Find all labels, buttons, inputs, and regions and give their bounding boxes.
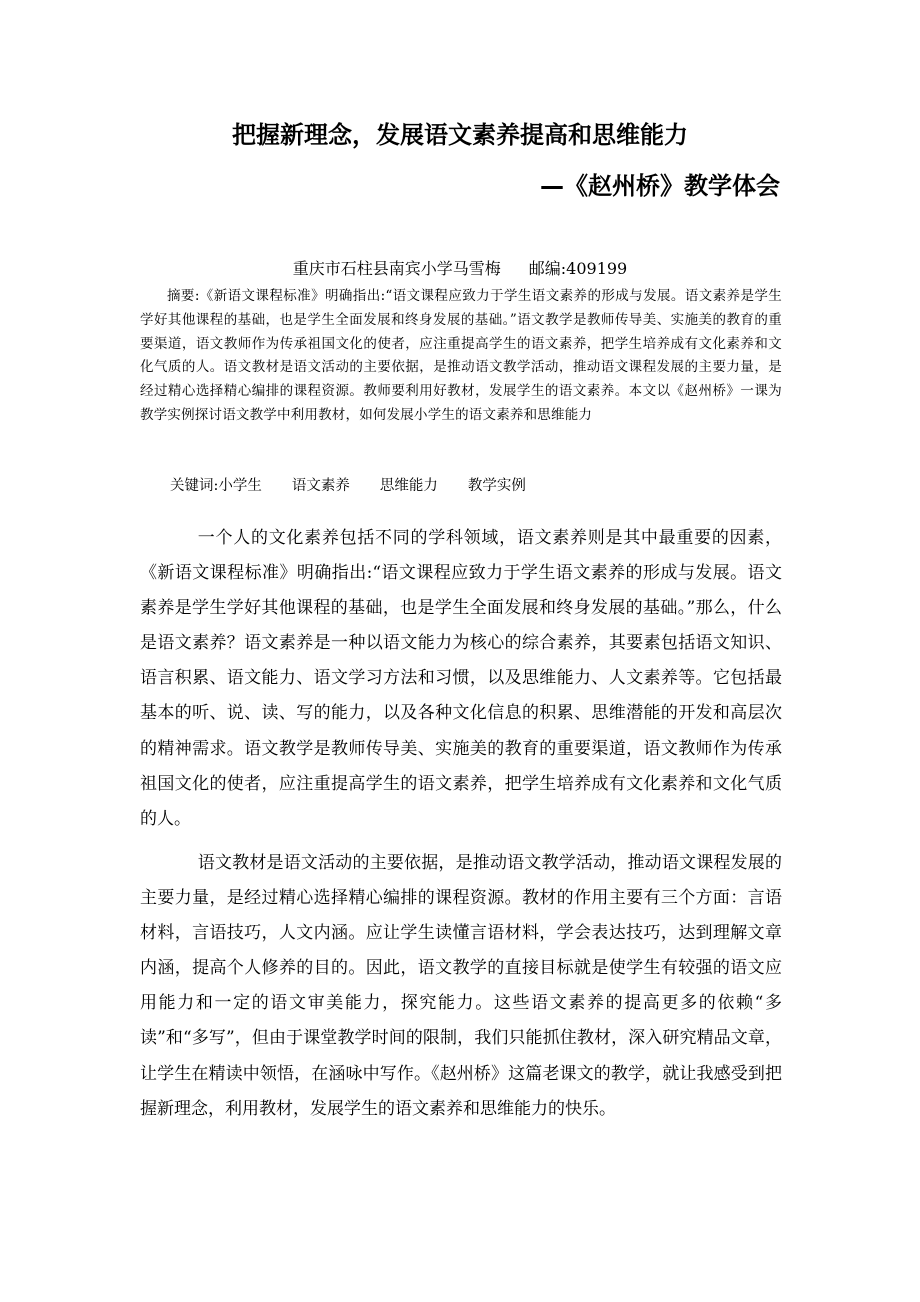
keyword: 思维能力 (379, 478, 438, 494)
author-line (140, 255, 780, 283)
postcode: 邮编:409199 (528, 259, 628, 278)
keywords-line (170, 474, 526, 498)
keyword: 语文素养 (291, 478, 350, 494)
body-paragraph: 一个人的文化素养包括不同的学科领域，语文素养则是其中最重要的因素，《新语文课程标准》明确指出:“语文课程应致力于学生语文素养的形成与发展。语文素养是学生学好其他课程的基础，也是学生全面发展和终身发展的基础。”那么，什么是语文素养？语文素养是一种以语文能力为核心的综合素养，其要素包括语文知识、语言积累、语文能力、语文学习方法和习惯，以及思维能力、人文素养等。它包括最基本的听、说、读、写的能力，以及各种文化信息的积累、思维潜能的开发和高层次的精神需求。语文教学是教师传导美、实施美的教育的重要渠道，语文教师作为传承祖国文化的使者，应注重提高学生的语文素养，把学生培养成有文化素养和文化气质的人。 (140, 528, 782, 829)
author-name: 重庆市石柱县南宾小学马雪梅 (292, 259, 501, 278)
body-paragraph: 语文教材是语文活动的主要依据，是推动语文教学活动，推动语文课程发展的主要力量，是经过精心选择精心编排的课程资源。教材的作用主要有三个方面：言语材料，言语技巧，人文内涵。应让学生读懂言语材料，学会表达技巧，达到理解文章内涵，提高个人修养的目的。因此，语文教学的直接目标就是使学生有较强的语文应用能力和一定的语文审美能力，探究能力。这些语文素养的提高更多的依赖“多读”和“多写”，但由于课堂教学时间的限制，我们只能抓住教材，深入研究精品文章，让学生在精读中领悟，在涵咏中写作。《赵州桥》这篇老课文的教学，就让我感受到把握新理念，利用教材，发展学生的语文素养和思维能力的快乐。 (140, 853, 782, 1119)
document-title: 把握新理念，发展语文素养提高和思维能力 (232, 121, 688, 149)
keyword: 小学生 (218, 478, 262, 494)
keyword: 教学实例 (467, 478, 526, 494)
document-subtitle: —《赵州桥》教学体会 (540, 172, 780, 200)
keywords-label: 关键词: (170, 478, 219, 494)
abstract: 摘要:《新语文课程标准》明确指出:“语文课程应致力于学生语文素养的形成与发展。语文素养是学生学好其他课程的基础，也是学生全面发展和终身发展的基础。”语文教学是教师传导美、实施美的教育的重要渠道，语文教师作为传承祖国文化的使者，应注重提高学生的语文素养，把学生培养成有文化素养和文化气质的人。语文教材是语文活动的主要依据，是推动语文教学活动，推动语文课程发展的主要力量，是经过精心选择精心编排的课程资源。教师要利用好教材，发展学生的语文素养。本文以《赵州桥》一课为教学实例探讨语文教学中利用教材，如何发展小学生的语文素养和思维能力 (140, 288, 782, 423)
